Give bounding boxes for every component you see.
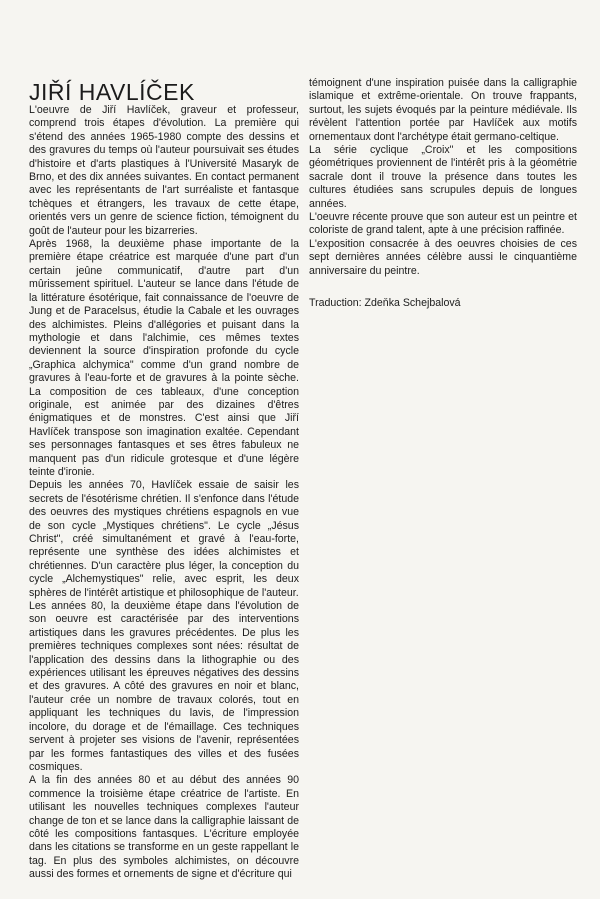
article-title: JIŘÍ HAVLÍČEK xyxy=(29,79,195,105)
paragraph: L'oeuvre récente prouve que son auteur est un peintre et coloriste de grand talent, apte à une précision raffinée. xyxy=(309,211,577,237)
paragraph: L'oeuvre de Jiří Havlíček, graveur et professeur, comprend trois étapes d'évolution. La première qui s'étend des années 1965-1980 compte des dessins et des gravures du temps où l'auteur poursuivait ses études d'histoire et d'arts plastiques à l'Université Masaryk de Brno, et des dix années suivantes. En contact permanent avec les représentants de l'art surréaliste et fantasque tchèques et étrangers, les travaux de cette étape, orientés vers un genre de science fiction, témoignent du goût de l'auteur pour les bizarreries. xyxy=(29,104,299,237)
left-column-text xyxy=(29,104,299,882)
paragraph: Les années 80, la deuxième étape dans l'évolution de son oeuvre est caractérisée par des interventions artistiques dans les gravures précédentes. De plus les premières techniques complexes sont nées: résultat de l'application des dessins dans la lithographie ou des expériences utilisant les épreuves négatives des dessins et des gravures. A côté des gravures en noir et blanc, l'auteur crée un nombre de travaux colorés, tout en appliquant les techniques du lavis, de l'impression incolore, du dorage et de l'émaillage. Ces techniques servent à projeter ses visions de l'avenir, représentées par les formes fantastiques des villes et des fusées cosmiques. xyxy=(29,600,299,773)
paragraph: Après 1968, la deuxième phase importante de la première étape créatrice est marquée d'une part d'un certain jeûne communicatif, d'autre part d'un mûrissement spirituel. L'auteur se lance dans l'étude de la littérature ésotérique, fait connaissance de l'oeuvre de Jung et de Paracelsus, étudie la Cabale et les ouvrages des alchimistes. Pleins d'allégories et puisant dans la mythologie et dans l'alchimie, ces mêmes textes deviennent la source d'inspiration profonde du cycle „Graphica alchymica" comme d'un grand nombre de gravures à l'eau-forte et de gravures à la pointe sèche. La composition de ces tableaux, d'une conception originale, est animée par des dizaines d'êtres énigmatiques et de monstres. C'est ainsi que Jiří Havlíček transpose son imagination exaltée. Cependant ses personnages fantasques et ses êtres fabuleux ne manquent pas d'un ridicule grotesque et d'une légère teinte d'ironie. xyxy=(29,238,299,478)
paragraph: A la fin des années 80 et au début des années 90 commence la troisième étape créatrice de l'artiste. En utilisant les nouvelles techniques complexes l'auteur change de ton et se lance dans la calligraphie laissant de côté les compositions fantasques. L'écriture employée dans les citations se transforme en un geste rappellant le tag. En plus des symboles alchimistes, on découvre aussi des formes et ornements de signe et d'écriture qui xyxy=(29,774,299,881)
paragraph: L'exposition consacrée à des oeuvres choisies de ces sept dernières années célèbre aussi le cinquantième anniversaire du peintre. xyxy=(309,237,577,277)
translation-credit: Traduction: Zdeňka Schejbalová xyxy=(309,297,461,309)
right-column-text xyxy=(309,77,577,278)
paragraph: Depuis les années 70, Havlíček essaie de saisir les secrets de l'ésotérisme chrétien. Il s'enfonce dans l'étude des oeuvres des mystiques chrétiens espagnols en vue de son cycle „Mystiques chrétiens". Le cycle „Jésus Christ", créé simultanément et gravé à l'eau-forte, représente une synthèse des idées alchimistes et chrétiennes. D'un caractère plus léger, la conception du cycle „Alchemystiques" relie, avec esprit, les deux sphères de l'intérêt artistique et philosophique de l'auteur. xyxy=(29,479,299,599)
paragraph: témoignent d'une inspiration puisée dans la calligraphie islamique et extrême-orientale. On trouve frappants, surtout, les sujets évoqués par la peinture médiévale. Ils révèlent l'attention portée par Havlíček aux motifs ornementaux dont l'archétype était germano-celtique. xyxy=(309,77,577,143)
paragraph: La série cyclique „Croix" et les compositions géométriques proviennent de l'intérêt pris à la géométrie sacrale dont il trouve la présence dans toutes les cultures étudiées sans scrupules depuis de longues années. xyxy=(309,144,577,210)
